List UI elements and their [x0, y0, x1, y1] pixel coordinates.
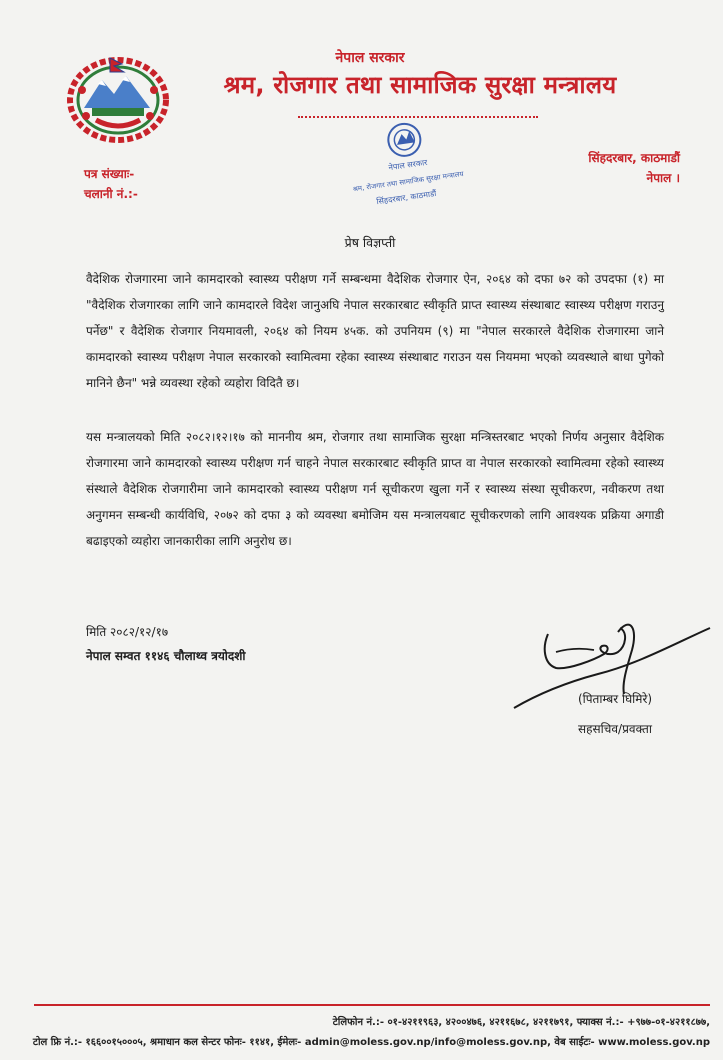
footer-contact-line-1: टेलिफोन नं.:- ०१-४२११९६३, ४२००४७६, ४२११६७८, ४२११७९१, फ्याक्स नं.:- +९७७-०१-४२११८७७,	[332, 1017, 710, 1028]
footer-contact-line-2: टोल फ्रि नं.:- १६६००१५०००५, श्रमाधान कल सेन्टर फोनः- ११४१, ईमेलः- admin@moless.gov.np/info@moless.gov.np, वेब साईटः- www.moless.gov.np	[32, 1037, 710, 1048]
notice-date: मिति २०८२/१२/१७	[86, 625, 169, 639]
date-block	[86, 620, 246, 668]
nepal-emblem-icon	[62, 50, 174, 146]
notice-paragraph-1: वैदेशिक रोजगारमा जाने कामदारको स्वास्थ्य परीक्षण गर्ने सम्बन्धमा वैदेशिक रोजगार ऐन, २०६४ को दफा ७२ को उपदफा (१) मा "वैदेशिक रोजगारका लागि जाने कामदारले विदेश जानुअघि नेपाल सरकारबाट स्वीकृति प्राप्त स्वास्थ्य संस्थाबाट स्वास्थ्य परीक्षण गराउनु पर्नेछ" र वैदेशिक रोजगार नियमावली, २०६४ को नियम ४५क. को उपनियम (९) मा "नेपाल सरकारले वैदेशिक रोजगारमा जाने कामदारको स्वास्थ्य परीक्षण नेपाल सरकारको स्वामित्वमा रहेका स्वास्थ्य संस्थाबाट गराउन यस नियममा भएको व्यवस्थाले बाधा पुगेको मानिने छैन" भन्ने व्यवस्था रहेको व्यहोरा विदितै छ।	[86, 272, 664, 390]
footer-divider	[34, 1004, 710, 1006]
reference-number-label: पत्र संख्याः-	[84, 167, 135, 181]
address-line-1: सिंहदरबार, काठमाडौं	[588, 151, 680, 165]
nepal-sambat-date: नेपाल सम्वत ११४६ चौलाथ्व त्रयोदशी	[86, 649, 246, 663]
address-block	[560, 148, 680, 188]
signer-name: (पिताम्बर घिमिरे)	[577, 692, 653, 706]
ministry-name: श्रम, रोजगार तथा सामाजिक सुरक्षा मन्त्रालय	[223, 71, 617, 99]
notice-title: प्रेष विज्ञप्ती	[344, 235, 396, 250]
government-name: नेपाल सरकार	[335, 50, 405, 66]
stamp-line-1: नेपाल सरकार	[387, 157, 428, 173]
stamp-line-2: श्रम, रोजगार तथा सामाजिक सुरक्षा मन्त्रालय	[352, 169, 465, 194]
signer-title: सहसचिव/प्रवक्ता	[578, 722, 652, 736]
notice-paragraph-2: यस मन्त्रालयको मिति २०८२।१२।१७ को माननीय श्रम, रोजगार तथा सामाजिक सुरक्षा मन्त्रिस्तरबाट भएको निर्णय अनुसार वैदेशिक रोजगारमा जाने कामदारको स्वास्थ्य परीक्षण गर्न चाहने नेपाल सरकारबाट स्वीकृति प्राप्त वा नेपाल सरकारको स्वामित्वमा रहेको स्वास्थ्य संस्थाले वैदेशिक रोजगारीमा जाने कामदारको स्वास्थ्य परीक्षण गर्न सूचीकरण खुला गर्ने र स्वास्थ्य संस्था सूचीकरण, नवीकरण तथा अनुगमन सम्बन्धी कार्यविधि, २०७२ को दफा ३ को व्यवस्था बमोजिम यस मन्त्रालयबाट सूचीकरणको लागि आवश्यक प्रक्रिया अगाडी बढाइएको व्यहोरा जानकारीका लागि अनुरोध छ।	[86, 430, 664, 548]
address-line-2: नेपाल ।	[646, 171, 680, 185]
stamp-line-3: सिंहदरबार, काठमाडौं	[375, 188, 437, 207]
dispatch-number-label: चलानी नं.:-	[84, 187, 138, 201]
office-seal-stamp	[340, 118, 470, 213]
reference-block	[84, 164, 138, 204]
